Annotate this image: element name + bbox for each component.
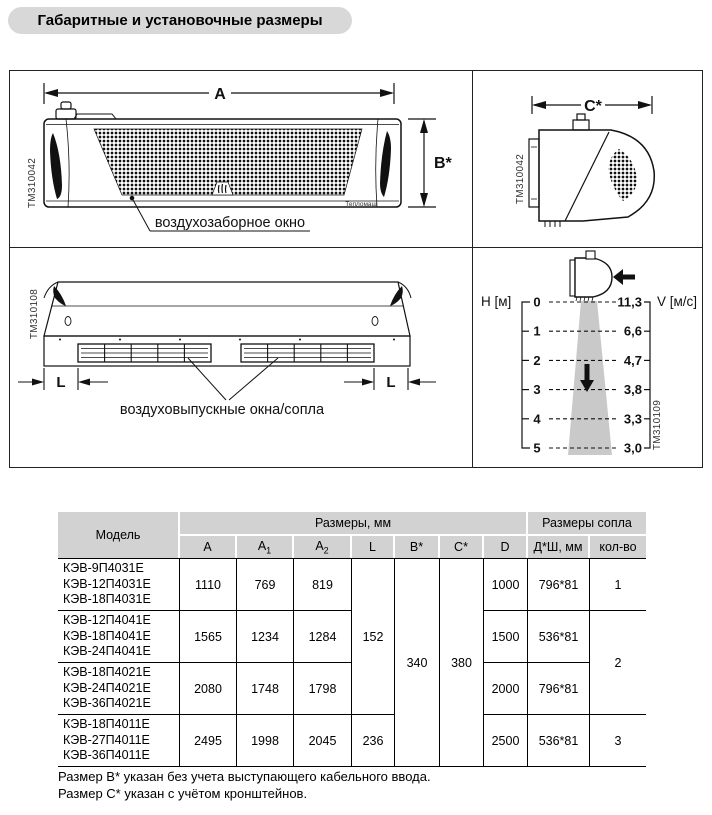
intake-arrow-icon [613, 269, 635, 285]
value-dw: 536*81 [528, 715, 590, 767]
side-view-quadrant [473, 71, 702, 248]
drawing-code-side: TM310042 [515, 153, 526, 205]
brand-label: Тепломаш [345, 201, 377, 208]
header-col-d: D [484, 536, 528, 558]
left-cap-slit [50, 133, 62, 199]
height-tick-0: 0 [533, 294, 541, 310]
value-a1: 1998 [237, 715, 294, 767]
height-tick-5: 5 [533, 440, 541, 456]
screw-dots [59, 339, 395, 341]
table-row-group-1 [58, 558, 646, 611]
header-col-a1: $A_1$ [237, 536, 294, 558]
height-axis [522, 302, 530, 448]
value-a: 1565 [180, 611, 237, 663]
velocity-axis-label: V [м/с] [657, 294, 698, 309]
header-col-l: L [352, 536, 395, 558]
value-a2: 2045 [294, 715, 352, 767]
value-a: 2080 [180, 663, 237, 715]
dim-c-label: C* [584, 98, 602, 115]
dimension-drawings-panel [9, 70, 703, 468]
air-jet-cone [568, 301, 612, 455]
value-d: 1500 [484, 611, 528, 663]
value-a: 1110 [180, 558, 237, 611]
velocity-tick-4: 3,3 [623, 411, 642, 427]
value-a2: 1798 [294, 663, 352, 715]
dim-a-label: A [214, 86, 226, 103]
header-col-a: A [180, 536, 237, 558]
value-dw: 796*81 [528, 558, 590, 611]
velocity-tick-3: 3,8 [623, 382, 642, 398]
value-a1: 769 [237, 558, 294, 611]
right-cap-slit [380, 131, 391, 197]
table-row-group-4 [58, 715, 646, 767]
side-unit-body [529, 114, 654, 227]
dim-l-right-label: L [386, 374, 396, 391]
dim-b-label: B* [434, 155, 452, 172]
height-tick-4: 4 [533, 411, 541, 427]
dimensions-table [58, 512, 646, 767]
outlet-callout [188, 358, 278, 400]
value-l-merged: 152 [352, 558, 395, 715]
front-view-quadrant [10, 71, 473, 248]
table-header [58, 512, 646, 558]
airflow-quadrant [473, 248, 702, 467]
page-title: Габаритные и установочные размеры [8, 7, 352, 34]
footnotes [58, 769, 431, 802]
header-dimensions-group: Размеры, мм [180, 512, 528, 536]
value-l: 236 [352, 715, 395, 767]
bottom-view-drawing [10, 248, 472, 466]
value-qty: 3 [590, 715, 646, 767]
model-cell: КЭВ-18П4021Е КЭВ-24П4021Е КЭВ-36П4021Е [58, 663, 180, 715]
outlet-callout-label: воздуховыпускные окна/сопла [119, 402, 325, 418]
value-a2: 819 [294, 558, 352, 611]
header-model: Модель [58, 512, 180, 558]
header-col-b: B* [395, 536, 440, 558]
airflow-diagram [473, 248, 701, 466]
value-a: 2495 [180, 715, 237, 767]
velocity-tick-0: 11,3 [617, 294, 642, 310]
model-cell: КЭВ-12П4041Е КЭВ-18П4041Е КЭВ-24П4041Е [58, 611, 180, 663]
velocity-axis [644, 302, 650, 448]
airflow-unit-icon [570, 251, 612, 301]
velocity-tick-1: 6,6 [623, 323, 642, 339]
value-d: 2500 [484, 715, 528, 767]
value-d: 2000 [484, 663, 528, 715]
value-qty: 1 [590, 558, 646, 611]
dim-b [408, 119, 436, 207]
drawing-code-airflow: TM310109 [652, 399, 663, 451]
value-qty-merged: 2 [590, 611, 646, 715]
value-b-merged: 340 [395, 558, 440, 767]
value-d: 1000 [484, 558, 528, 611]
velocity-tick-2: 4,7 [623, 352, 642, 368]
value-a2: 1284 [294, 611, 352, 663]
outlet-grille-left [78, 344, 211, 362]
height-tick-1: 1 [533, 323, 541, 339]
value-dw: 536*81 [528, 611, 590, 663]
value-dw: 796*81 [528, 663, 590, 715]
header-col-c: C* [440, 536, 484, 558]
header-col-dw: Д*Ш, мм [528, 536, 590, 558]
outlet-grille-right [241, 344, 374, 362]
drawing-code-front: TM310042 [27, 157, 38, 209]
value-a1: 1234 [237, 611, 294, 663]
model-cell: КЭВ-9П4031Е КЭВ-12П4031Е КЭВ-18П4031Е [58, 558, 180, 611]
height-tick-3: 3 [533, 382, 541, 398]
height-tick-2: 2 [533, 352, 541, 368]
velocity-tick-5: 3,0 [623, 440, 642, 456]
dim-l-left-label: L [56, 374, 66, 391]
footnote-b: Размер B* указан без учета выступающего кабельного ввода. [58, 769, 431, 784]
header-col-qty: кол-во [590, 536, 646, 558]
intake-callout-label: воздухозаборное окно [154, 215, 306, 231]
footnote-c: Размер C* указан с учётом кронштейнов. [58, 785, 308, 801]
value-c-merged: 380 [440, 558, 484, 767]
model-cell: КЭВ-18П4011Е КЭВ-27П4011Е КЭВ-36П4011Е [58, 715, 180, 767]
side-view-drawing [473, 71, 701, 247]
front-view-drawing [10, 71, 472, 247]
header-nozzle-group: Размеры сопла [528, 512, 646, 536]
value-a1: 1748 [237, 663, 294, 715]
bottom-view-quadrant [10, 248, 473, 467]
drawing-code-bottom: TM310108 [29, 288, 40, 340]
height-axis-label: H [м] [481, 294, 512, 309]
header-col-a2: $A_2$ [294, 536, 352, 558]
